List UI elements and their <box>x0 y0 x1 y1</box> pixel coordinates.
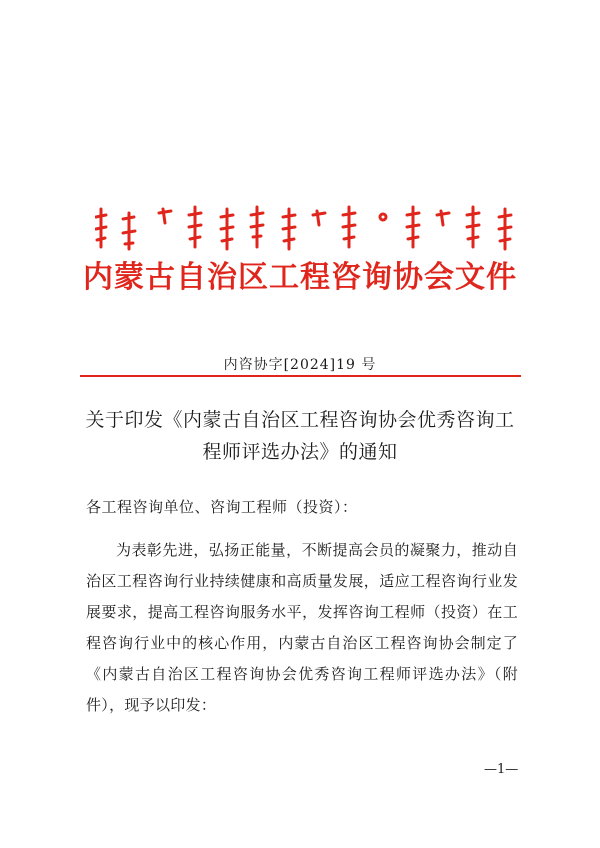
body-paragraph: 为表彰先进，弘扬正能量，不断提高会员的凝聚力，推动自治区工程咨询行业持续健康和高质量发展，适应工程咨询行业发展要求，提高工程咨询服务水平，发挥咨询工程师（投资）在工程咨询行业中的核心作用，内蒙古自治区工程咨询协会制定了《内蒙古自治区工程咨询协会优秀咨询工程师评选办法》（附件），现予以印发： <box>86 541 518 714</box>
notice-title: 关于印发《内蒙古自治区工程咨询协会优秀咨询工程师评选办法》的通知 <box>85 409 515 463</box>
salutation: 各工程咨询单位、咨询工程师（投资）： <box>86 498 358 516</box>
red-divider <box>80 375 521 377</box>
document-number: 内咨协字[2024]19 号 <box>223 357 377 373</box>
issuer-heading: 内蒙古自治区工程咨询协会文件 <box>83 260 517 295</box>
mongolian-script-heading <box>95 203 515 255</box>
page-number: —1— <box>484 762 519 777</box>
